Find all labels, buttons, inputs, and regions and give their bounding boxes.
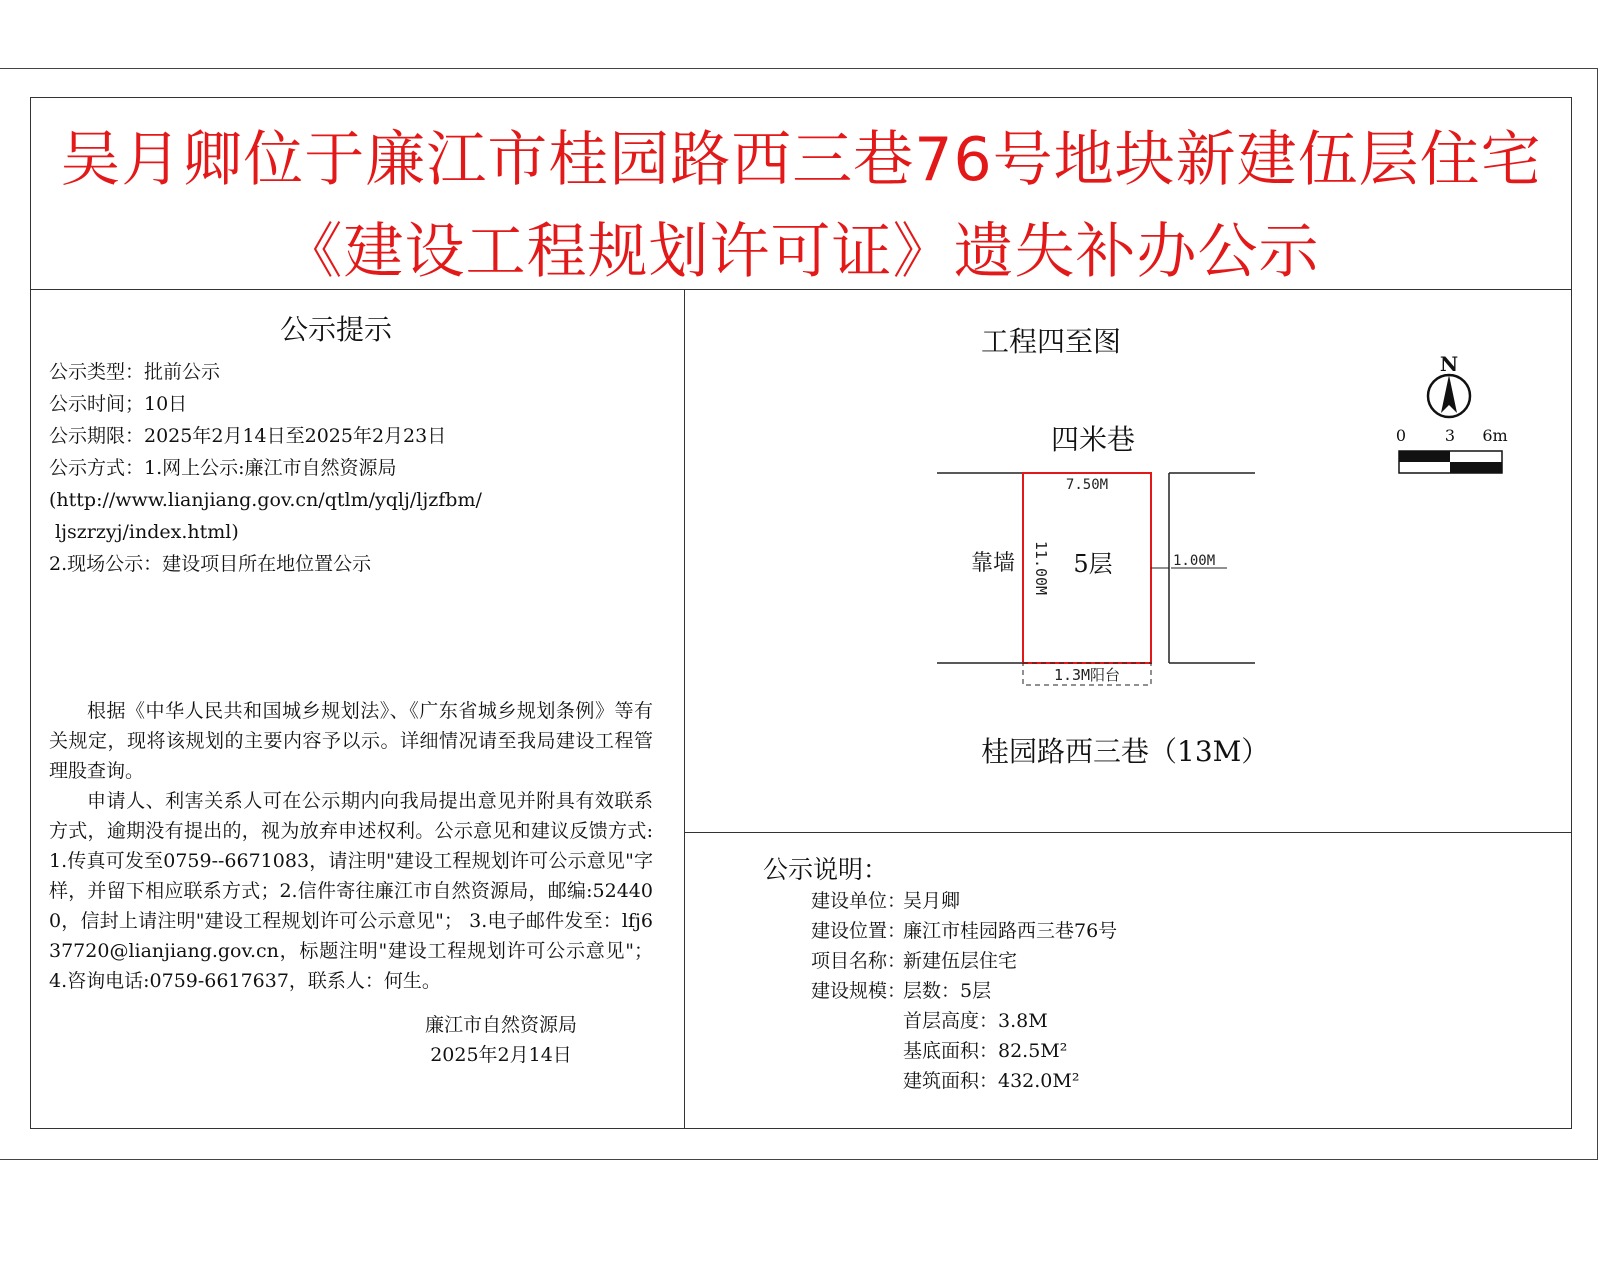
east-gap-dimension: 1.00M (1173, 553, 1216, 569)
notice-method: 公示方式：1.网上公示:廉江市自然资源局 (49, 457, 397, 479)
item-value: 层数：5层 (903, 980, 992, 1002)
building-floors-label: 5层 (1073, 550, 1113, 578)
west-side-label: 靠墙 (970, 551, 1016, 576)
signature-org: 廉江市自然资源局 (424, 1014, 577, 1036)
item-label: 建设规模： (811, 980, 907, 1002)
diagram-title: 工程四至图 (981, 325, 1122, 358)
scale-label-0: 0 (1395, 426, 1407, 445)
notice-type: 公示类型：批前公示 (49, 361, 221, 383)
scale-label-6: 6m (1482, 426, 1508, 445)
notice-heading: 公示提示 (279, 313, 392, 346)
south-side-label: 桂园路西三巷（13M） (981, 735, 1270, 768)
north-side-label: 四米巷 (1051, 423, 1136, 456)
item-value: 廉江市桂园路西三巷76号 (903, 920, 1118, 942)
explanation-item (811, 976, 1117, 1006)
explanation-heading: 公示说明： (763, 855, 889, 884)
balcony-dimension: 1.3M阳台 (1053, 666, 1121, 684)
first-floor-height: 首层高度：3.8M (903, 1010, 1048, 1032)
item-label: 建设位置： (811, 920, 907, 942)
notice-duration: 公示时间；10日 (49, 393, 188, 415)
north-arrow-icon (1428, 352, 1470, 417)
base-area: 基底面积：82.5M² (903, 1040, 1068, 1062)
title-line-1: 吴月卿位于廉江市桂园路西三巷76号地块新建伍层住宅 (60, 125, 1542, 195)
title-line-2: 《建设工程规划许可证》遗失补办公示 (282, 217, 1320, 287)
signature-date: 2025年2月14日 (430, 1044, 572, 1066)
notice-url-line-1[interactable]: (http://www.lianjiang.gov.cn/qtlm/yqlj/ljzfbm/ (49, 489, 482, 511)
site-diagram (31, 98, 1571, 1128)
notice-period: 公示期限：2025年2月14日至2025年2月23日 (49, 425, 447, 447)
notice-onsite: 2.现场公示：建设项目所在地位置公示 (49, 553, 372, 575)
notice-board (30, 97, 1572, 1129)
notice-paragraph-2: 申请人、利害关系人可在公示期内向我局提出意见并附具有效联系方式，逾期没有提出的，视为放弃申述权利。公示意见和建议反馈方式:1.传真可发至0759--6671083，请注明"建设工程规划许可公示意见"字样，并留下相应联系方式；2.信件寄往廉江市自然资源局，邮编:524400，信封上请注明"建设工程规划许可公示意见"； 3.电子邮件发至：lfj637720@lianjiang.gov.cn，标题注明"建设工程规划许可公示意见"；4.咨询电话:0759-6617637，联系人：何生。 (49, 790, 653, 992)
notice-paragraph-1: 根据《中华人民共和国城乡规划法》、《广东省城乡规划条例》等有关规定，现将该规划的主要内容予以示。详细情况请至我局建设工程管理股查询。 (49, 700, 653, 782)
explanation-item (811, 916, 1117, 946)
explanation-item (811, 946, 1117, 976)
item-label: 项目名称： (811, 950, 907, 972)
item-value: 吴月卿 (903, 890, 961, 912)
explanation-list (811, 886, 1117, 1096)
north-label: N (1439, 352, 1459, 376)
depth-dimension: 11.00M (1032, 540, 1050, 596)
width-dimension: 7.50M (1065, 477, 1109, 493)
item-label: 建设单位： (811, 890, 907, 912)
scale-label-3: 3 (1444, 426, 1456, 445)
explanation-item (811, 886, 1117, 916)
scale-bar (1396, 426, 1508, 473)
floor-area: 建筑面积：432.0M² (903, 1070, 1080, 1092)
item-value: 新建伍层住宅 (903, 950, 1018, 972)
notice-url-line-2[interactable]: ljszrzyj/index.html) (49, 521, 239, 543)
